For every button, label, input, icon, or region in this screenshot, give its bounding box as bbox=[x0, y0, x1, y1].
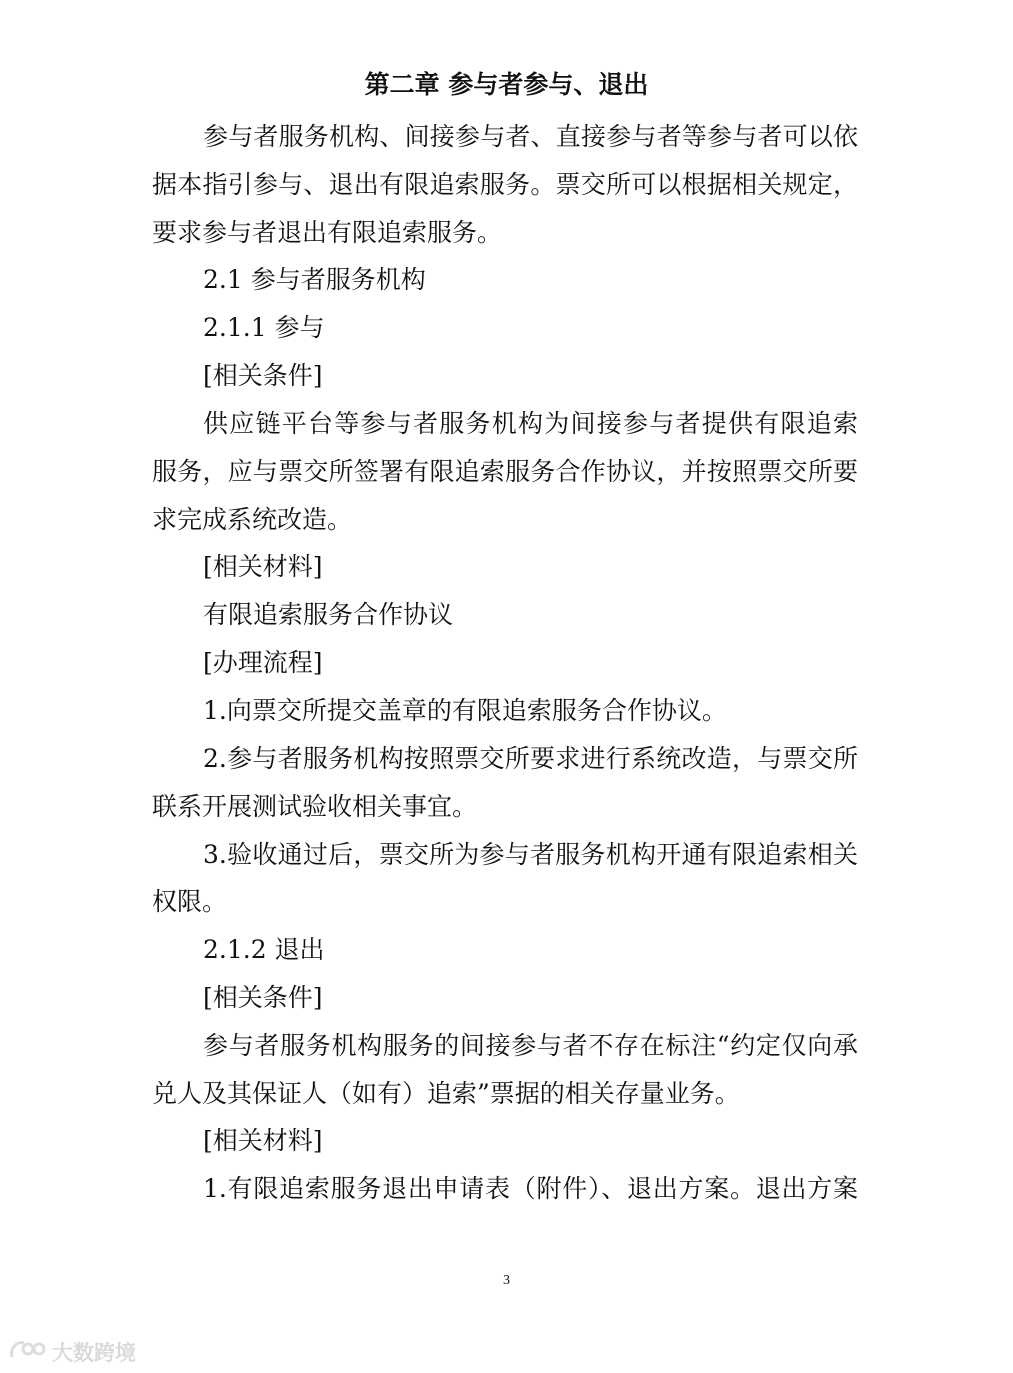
conditions-label: [相关条件] bbox=[203, 983, 323, 1012]
intro-line-3: 要求参与者退出有限追索服务。 bbox=[152, 218, 503, 247]
process-label: [办理流程] bbox=[203, 648, 323, 677]
section-heading-2-1: 2.1 参与者服务机构 bbox=[203, 265, 426, 294]
watermark-text: 大数跨境 bbox=[52, 1341, 136, 1365]
intro-line-1: 参与者服务机构、间接参与者、直接参与者等参与者可以依 bbox=[203, 122, 858, 151]
conditions-line-3: 求完成系统改造。 bbox=[152, 505, 353, 534]
conditions-label: [相关条件] bbox=[203, 361, 323, 390]
conditions-line-1: 参与者服务机构服务的间接参与者不存在标注“约定仅向承 bbox=[203, 1031, 858, 1060]
conditions-line-2: 服务，应与票交所签署有限追索服务合作协议，并按照票交所要 bbox=[152, 457, 858, 486]
section-heading-2-1-1: 2.1.1 参与 bbox=[203, 313, 325, 342]
conditions-line-2: 兑人及其保证人（如有）追索”票据的相关存量业务。 bbox=[152, 1079, 740, 1108]
section-heading-2-1-2: 2.1.2 退出 bbox=[203, 935, 325, 964]
watermark bbox=[8, 1337, 136, 1367]
materials-line-1: 1.有限追索服务退出申请表（附件）、退出方案。退出方案 bbox=[203, 1174, 858, 1203]
process-step-1: 1.向票交所提交盖章的有限追索服务合作协议。 bbox=[203, 696, 727, 725]
chapter-title: 第二章 参与者参与、退出 bbox=[364, 70, 649, 99]
intro-line-2: 据本指引参与、退出有限追索服务。票交所可以根据相关规定， bbox=[152, 170, 858, 199]
materials-text: 有限追索服务合作协议 bbox=[203, 600, 454, 629]
conditions-line-1: 供应链平台等参与者服务机构为间接参与者提供有限追索 bbox=[203, 409, 858, 438]
kuajing-logo-icon bbox=[8, 1337, 46, 1368]
page-number: 3 bbox=[503, 1273, 510, 1288]
process-step-2-line-1: 2.参与者服务机构按照票交所要求进行系统改造，与票交所 bbox=[203, 744, 858, 773]
process-step-3-line-2: 权限。 bbox=[152, 887, 228, 916]
materials-label: [相关材料] bbox=[203, 552, 323, 581]
process-step-2-line-2: 联系开展测试验收相关事宜。 bbox=[152, 792, 478, 821]
process-step-3-line-1: 3.验收通过后，票交所为参与者服务机构开通有限追索相关 bbox=[203, 840, 858, 869]
materials-label: [相关材料] bbox=[203, 1126, 323, 1155]
